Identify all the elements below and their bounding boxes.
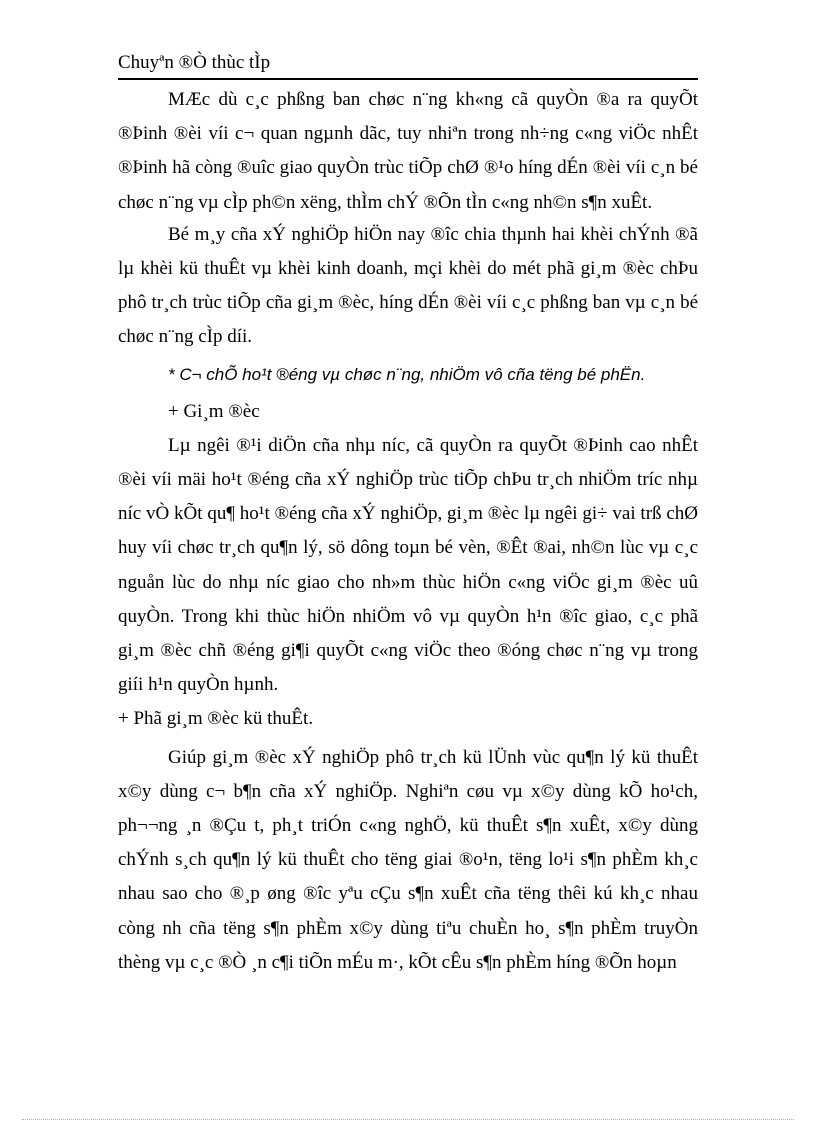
section-heading-italic: * C¬ chÕ ho¹t ®éng vµ chøc n¨ng, nhiÖm vô cña tëng bé phËn. [168, 364, 646, 384]
paragraph-deputy-technical: Giúp gi¸m ®èc xÝ nghiÖp phô tr¸ch kü lÜnh vùc qu¶n lý kü thuÊt x©y dùng c¬ b¶n cña xÝ nghiÖp. Nghiªn cøu vµ x©y dùng kÕ ho¹ch, ph¬¬ng ¸n ®Çu t, ph¸t triÓn c«ng nghÖ, kü thuÊt s¶n xuÊt, x©y dùng chÝnh s¸ch qu¶n lý kü thuÊt cho tëng giai ®o¹n, tëng lo¹i s¶n phÈm kh¸c nhau sao cho ®¸p øng ®îc yªu cÇu s¶n xuÊt cña tëng thêi kú kh¸c nhau còng nh cña tëng s¶n phÈm x©y dùng tiªu chuÈn ho¸ s¶n phÈm truyÒn thèng vµ c¸c ®Ò ¸n c¶i tiÕn mÉu m·, kÕt cÊu s¶n phÈm híng ®Õn hoµn [118, 746, 698, 973]
page-header [118, 50, 698, 80]
subheading-director: + Gi¸m ®èc [168, 400, 260, 422]
header-title: Chuyªn ®Ò thùc tÌp [118, 52, 271, 73]
paragraph-director: Lµ ngêi ®¹i diÖn cña nhµ níc, cã quyÒn ra quyÕt ®Þinh cao nhÊt ®èi víi mäi ho¹t ®éng cña xÝ nghiÖp trùc tiÕp chÞu tr¸ch nhiÖm tríc nhµ níc vÒ kÕt qu¶ ho¹t ®éng cña xÝ nghiÖp, gi¸m ®èc lµ ngêi gi÷ vai trß chØ huy víi chøc tr¸ch qu¶n lý, sö dông toµn bé vèn, ®Êt ®ai, nh©n lùc vµ c¸c nguån lùc do nhµ níc giao cho nh»m thùc hiÖn c«ng viÖc gi¸m ®èc uû quyÒn. Trong khi thùc hiÖn nhiÖm vô vµ quyÒn h¹n ®îc giao, c¸c phã gi¸m ®èc chñ ®éng gi¶i quyÕt c«ng viÖc theo ®óng chøc n¨ng vµ trong giíi h¹n quyÒn hµnh. [118, 434, 698, 696]
paragraph-2: Bé m¸y cña xÝ nghiÖp hiÖn nay ®îc chia thµnh hai khèi chÝnh ®ã lµ khèi kü thuÊt vµ khèi kinh doanh, mçi khèi do mét phã gi¸m ®èc chÞu phô tr¸ch trùc tiÕp cña gi¸m ®èc, híng dÉn ®èi víi c¸c phßng ban vµ c¸n bé chøc n¨ng cÌp díi. [118, 223, 698, 348]
document-body [118, 83, 698, 980]
page-bottom-border [22, 1119, 794, 1120]
paragraph-1: MÆc dù c¸c phßng ban chøc n¨ng kh«ng cã quyÒn ®a ra quyÕt ®Þinh ®èi víi c¬ quan ngµnh dãc, tuy nhiªn trong nh÷ng c«ng viÖc nhÊt ®Þinh hã còng ®uîc giao quyÒn trùc tiÕp chØ ®¹o híng dÉn ®èi víi c¸n bé chøc n¨ng vµ cÌp ph©n xëng, thÌm chÝ ®Õn tÌn c«ng nh©n s¶n xuÊt. [118, 89, 698, 213]
subheading-deputy-technical: + Phã gi¸m ®èc kü thuÊt. [118, 708, 314, 730]
